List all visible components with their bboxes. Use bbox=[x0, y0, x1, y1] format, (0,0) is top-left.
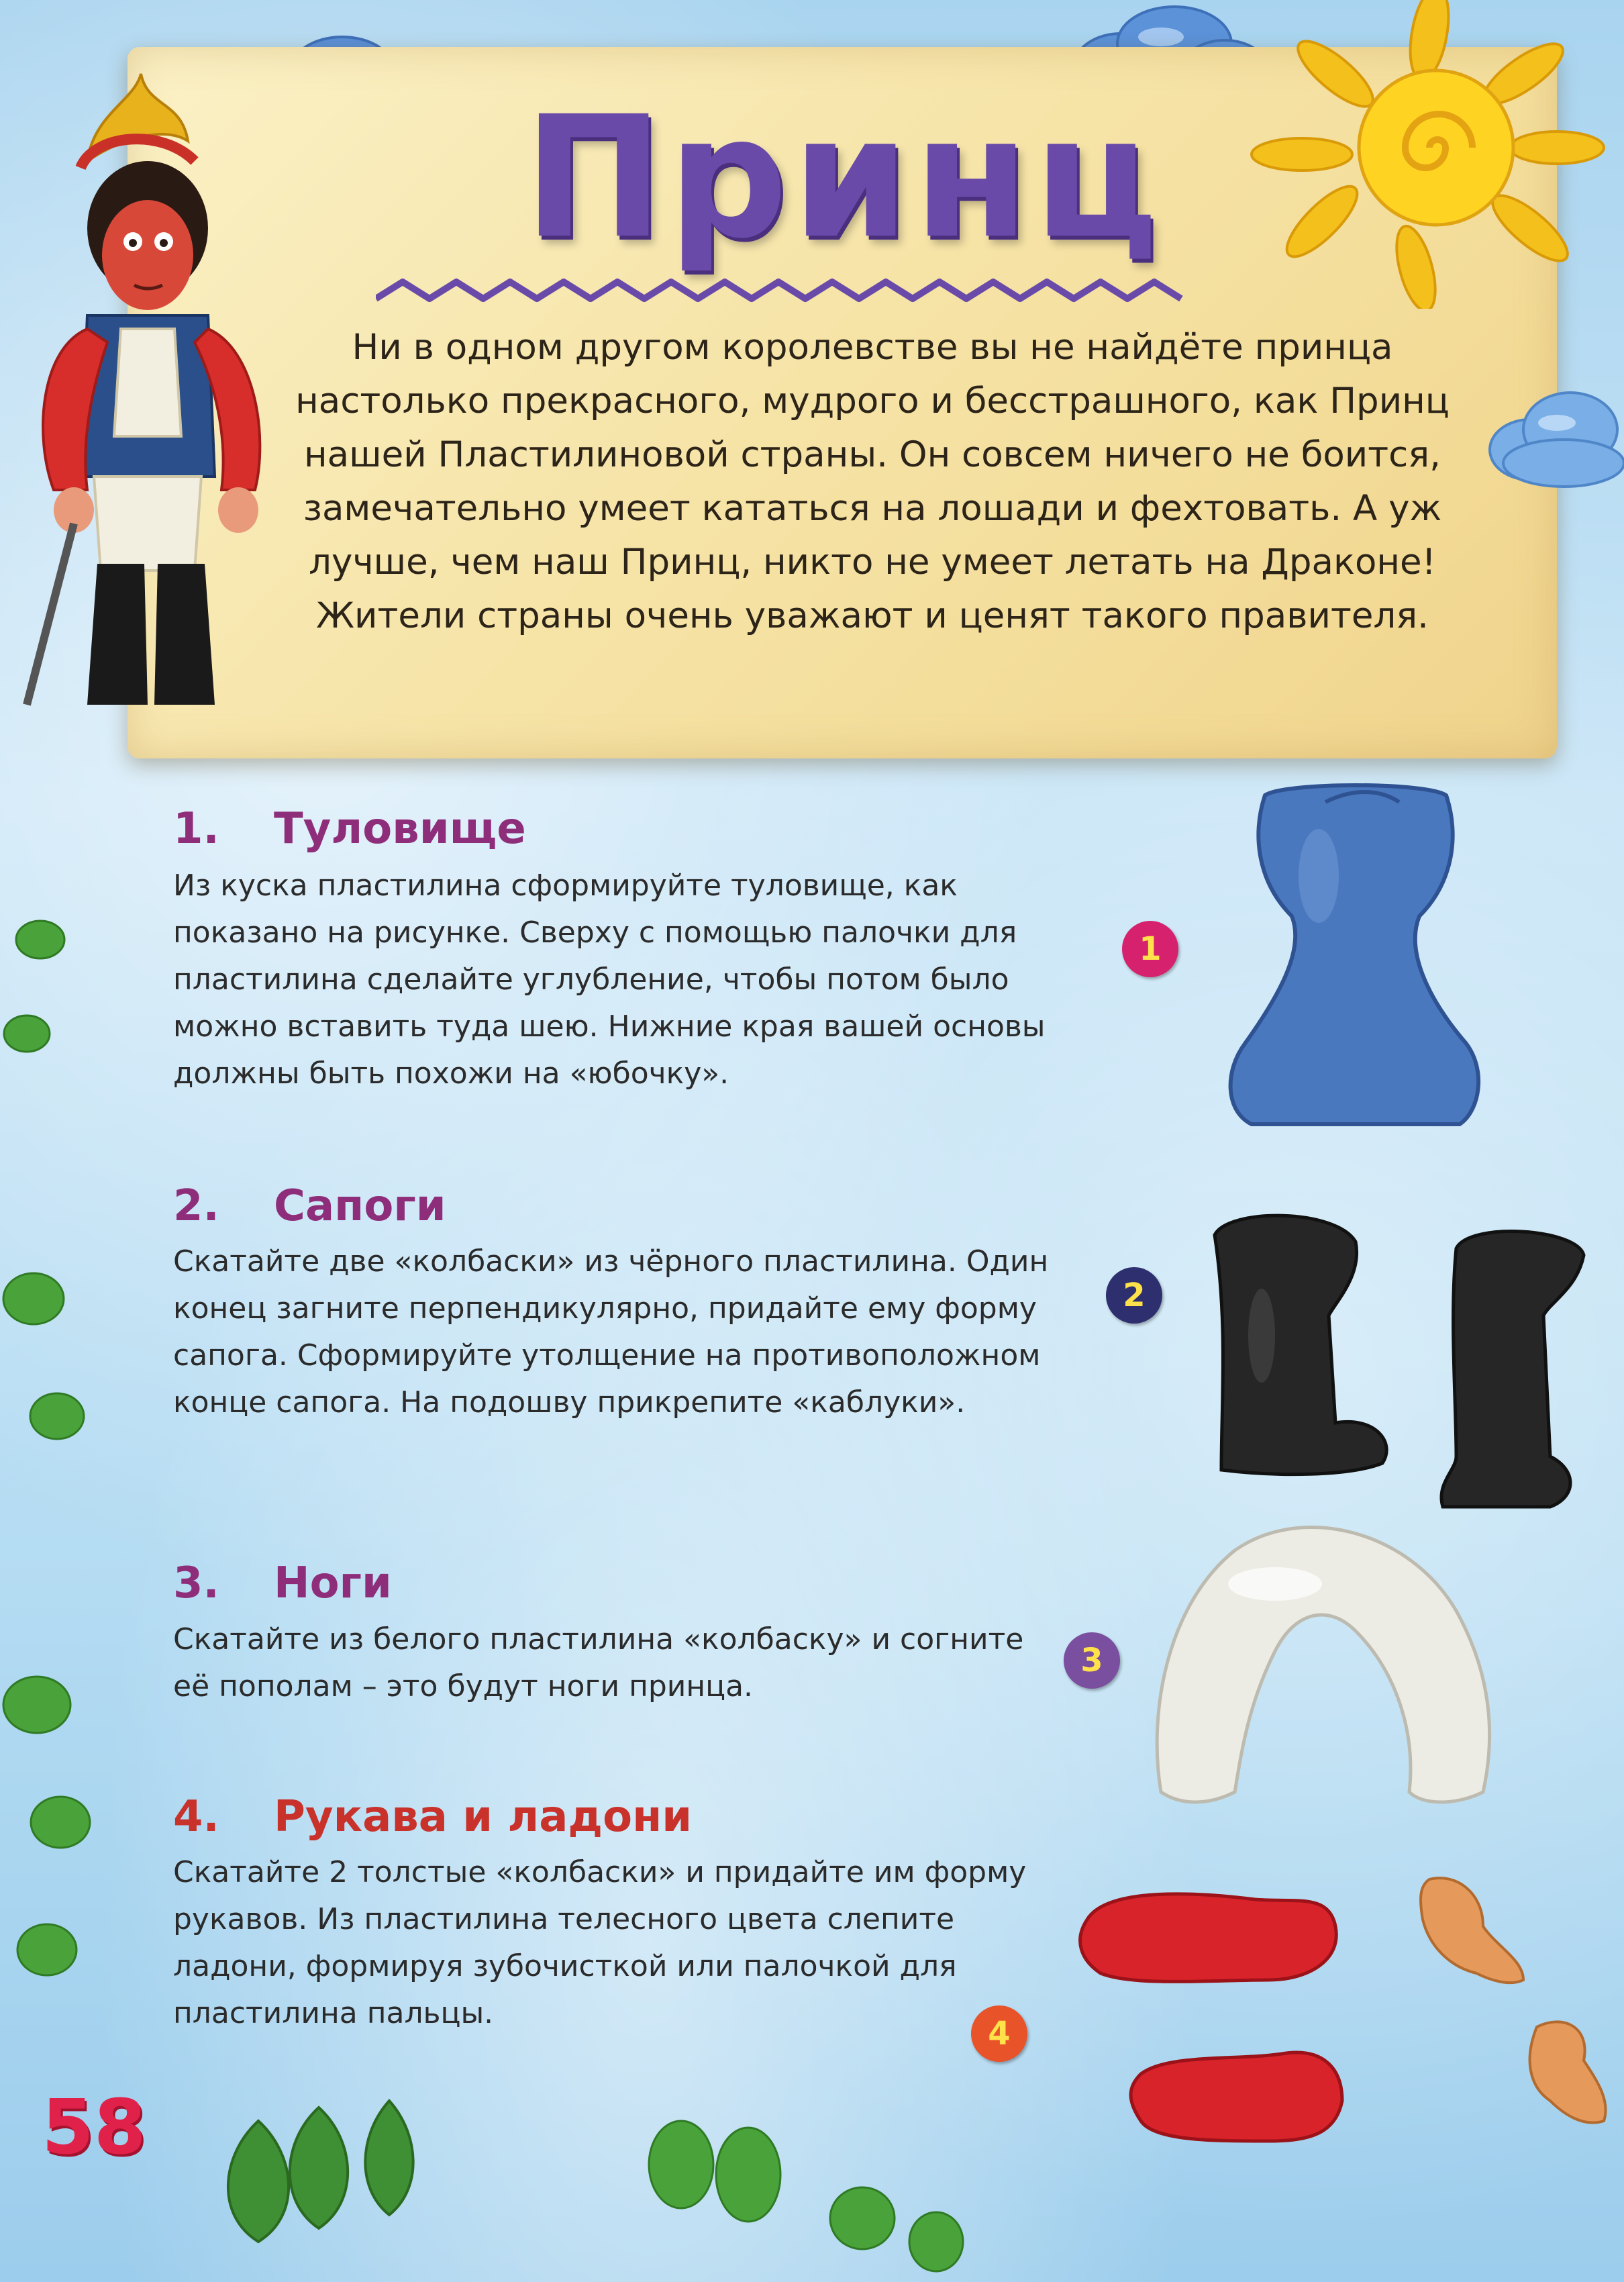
page-number: 58 bbox=[42, 2084, 146, 2171]
leaf-icon bbox=[644, 2114, 718, 2215]
page-title: Принц bbox=[523, 80, 1162, 275]
sun-icon bbox=[1241, 0, 1617, 309]
step-title: Рукава и ладони bbox=[274, 1792, 693, 1842]
leaf-icon bbox=[0, 1671, 74, 1738]
leaf-icon bbox=[13, 1920, 81, 1980]
step-number: 1. bbox=[173, 804, 219, 854]
leaf-icon bbox=[352, 2094, 426, 2222]
step-2-text: Скатайте две «колбаски» из чёрного пластилина. Один конец загните перпендикулярно, придайте ему форму сапога. Сформируйте утолщение на противоположном конце сапога. На подошву прикрепите «каблуки». bbox=[173, 1244, 1049, 1420]
leaf-icon bbox=[825, 2181, 899, 2255]
leaf-icon bbox=[0, 1010, 54, 1057]
step-2-badge: 2 bbox=[1106, 1267, 1162, 1324]
leaf-icon bbox=[711, 2121, 785, 2228]
step-title: Сапоги bbox=[274, 1181, 446, 1231]
title-underline-zigzag bbox=[376, 272, 1195, 312]
legs-clay-image bbox=[1141, 1510, 1517, 1819]
step-4-text: Скатайте 2 толстые «колбаски» и придайте им форму рукавов. Из пластилина телесного цвета слепите ладони, формируя зубочисткой или палочкой для пластилина пальцы. bbox=[173, 1855, 1027, 2030]
step-1-heading bbox=[173, 804, 526, 854]
leaf-icon bbox=[0, 1269, 67, 1329]
step-number: 4. bbox=[173, 1792, 219, 1842]
leaf-icon bbox=[27, 1792, 94, 1852]
leaf-icon bbox=[27, 1389, 87, 1443]
step-title: Ноги bbox=[274, 1558, 392, 1608]
leaf-icon bbox=[906, 2208, 966, 2275]
leaf-icon bbox=[13, 916, 67, 963]
intro-paragraph: Ни в одном другом королевстве вы не найдёте принца настолько прекрасного, мудрого и бесстрашного, как Принц нашей Пластилиновой страны. Он совсем ничего не боится, замечательно умеет кататься на лошади и фехтовать. А уж лучше, чем наш Принц, никто не умеет летать на Драконе! Жители страны очень уважают и ценят такого правителя. bbox=[295, 327, 1450, 636]
leaf-icon bbox=[275, 2101, 362, 2235]
sleeves-and-hands-clay-image bbox=[1067, 1866, 1617, 2269]
step-3-heading bbox=[173, 1558, 392, 1608]
step-3-badge: 3 bbox=[1064, 1632, 1120, 1689]
boots-clay-image bbox=[1201, 1201, 1597, 1517]
step-4-heading bbox=[173, 1792, 692, 1842]
step-1-text: Из куска пластилина сформируйте туловище, как показано на рисунке. Сверху с помощью палочки для пластилина сделайте углубление, чтобы потом было можно вставить туда шею. Нижние края вашей основы должны быть похожи на «юбочку». bbox=[173, 869, 1046, 1091]
cloud-icon bbox=[1483, 383, 1624, 497]
step-1-badge: 1 bbox=[1122, 921, 1178, 977]
step-number: 3. bbox=[173, 1558, 219, 1608]
torso-clay-image bbox=[1205, 775, 1513, 1138]
step-title: Туловище bbox=[274, 804, 526, 854]
prince-figure-image bbox=[13, 60, 295, 725]
step-4-badge: 4 bbox=[971, 2005, 1027, 2062]
step-2-heading bbox=[173, 1181, 446, 1231]
step-number: 2. bbox=[173, 1181, 219, 1231]
step-3-text: Скатайте из белого пластилина «колбаску» и согните её пополам – это будут ноги принца. bbox=[173, 1622, 1024, 1703]
